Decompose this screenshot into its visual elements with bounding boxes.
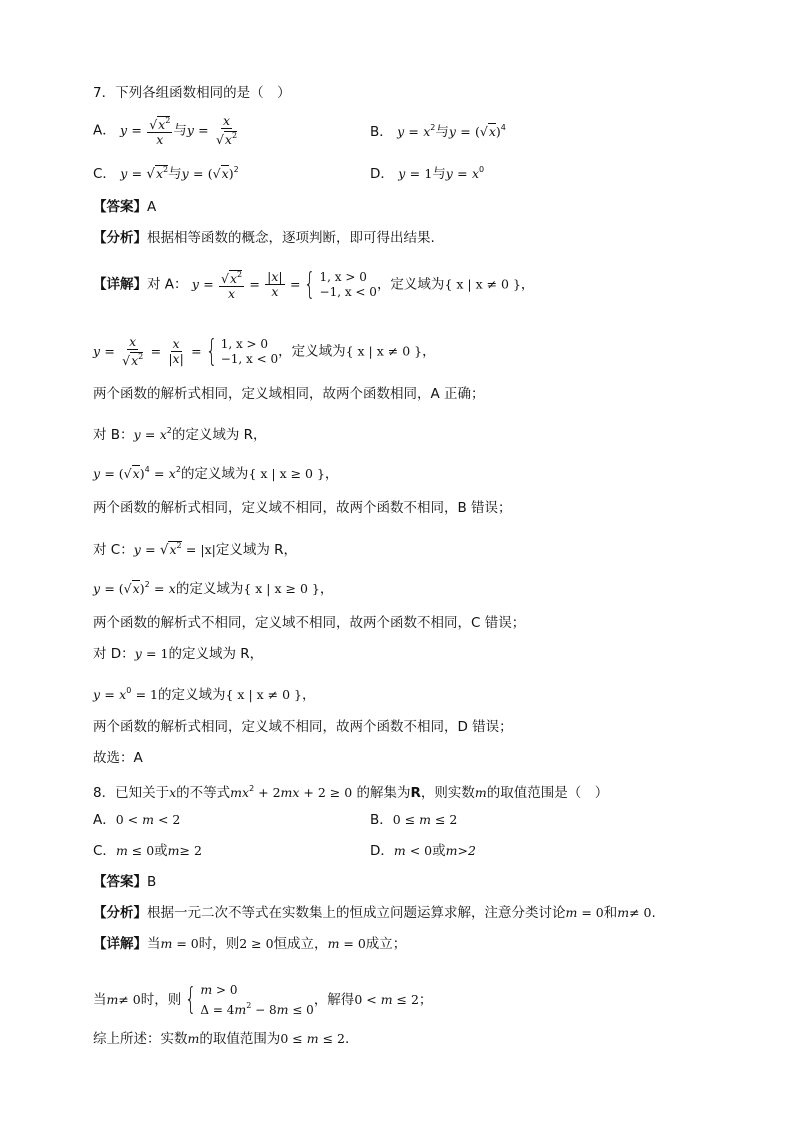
q8-option-a: A．0 < m < 2 <box>93 812 181 828</box>
q8-option-c: C．m ≤ 0或m≥ 2 <box>93 843 202 859</box>
q7-detail-b-conclusion: 两个函数的解析式相同，定义域不相同，故两个函数不相同，B 错误； <box>93 500 512 516</box>
q8-option-b: B．0 ≤ m ≤ 2 <box>370 812 458 828</box>
q7-option-a: A． y = $\frac{√x^2}{x}$ 与y = $\frac{x}{√x^2}$ <box>93 113 238 147</box>
q8-stem: 8．已知关于x的不等式$mx^2 + 2mx + 2 \ge 0$ 的解集为R，则实数m的取值范围是（ ） <box>93 784 609 801</box>
q7-option-b: B． $y = x^2$与$y = (√x)^4$ <box>370 123 506 140</box>
q7-detail-d1: 对 D：y = 1的定义域为 R， <box>93 646 264 662</box>
q7-stem: 7．下列各组函数相同的是（ ） <box>93 85 291 101</box>
q7-detail-c1: 对 C：$y = √x^2 = |x|$定义域为 R， <box>93 541 298 558</box>
q7-option-d: D． y = 1与$y = x^0$ <box>370 165 485 182</box>
q7-analysis: 【分析】根据相等函数的概念，逐项判断，即可得出结果. <box>93 230 435 246</box>
q7-detail-d-conclusion: 两个函数的解析式相同，定义域不相同，故两个函数不相同，D 错误； <box>93 719 513 735</box>
q7-detail-c2: $y = (√x)^2 = x$的定义域为{ x | x ≥ 0 }， <box>93 580 334 597</box>
q7-detail-c-conclusion: 两个函数的解析式不相同，定义域不相同，故两个函数不相同，C 错误； <box>93 615 526 631</box>
q7-choose: 故选：A <box>93 750 143 766</box>
q7-detail-b1: 对 B：$y = x^2$的定义域为 R， <box>93 426 267 443</box>
q7-detail-d2: $y = x^0 = 1$的定义域为{ x | x ≠ 0 }， <box>93 686 316 703</box>
q7-detail-a2: y = $\frac{x}{√x^2}$ = $\frac{x}{|x|}$ = { 1, x > 0 −1, x < 0 ，定义域为{ x | x ≠ 0 }， <box>93 333 436 369</box>
q8-answer: 【答案】B <box>93 874 157 890</box>
q8-detail-2: 当m≠ 0时，则 { m > 0 $\Delta = 4m^2 - 8m \le 0$ ，解得0 < m ≤ 2； <box>93 982 433 1017</box>
q7-detail-a1: 【详解】对 A： y = $\frac{√x^2}{x}$ = $\frac{|x|}{x}$ = { 1, x > 0 −1, x < 0 ，定义域为{ x | x ≠ 0 }， <box>93 266 535 302</box>
q8-detail-1: 【详解】当m = 0时，则2 ≥ 0恒成立，m = 0成立； <box>93 936 407 952</box>
q7-detail-b2: $y = (√x)^4 = x^2$的定义域为{ x | x ≥ 0 }， <box>93 465 339 482</box>
q8-summary: 综上所述：实数m的取值范围为0 ≤ m ≤ 2. <box>93 1031 350 1047</box>
q7-answer: 【答案】A <box>93 199 157 215</box>
q8-option-d: D．m < 0或m>2 <box>370 843 476 859</box>
q7-detail-a-conclusion: 两个函数的解析式相同，定义域相同，故两个函数相同，A 正确； <box>93 386 485 402</box>
q8-analysis: 【分析】根据一元二次不等式在实数集上的恒成立问题运算求解，注意分类讨论m = 0和m≠ 0. <box>93 905 656 921</box>
q7-option-c: C． $y = √x^2$与$y = (√x)^2$ <box>93 165 239 182</box>
